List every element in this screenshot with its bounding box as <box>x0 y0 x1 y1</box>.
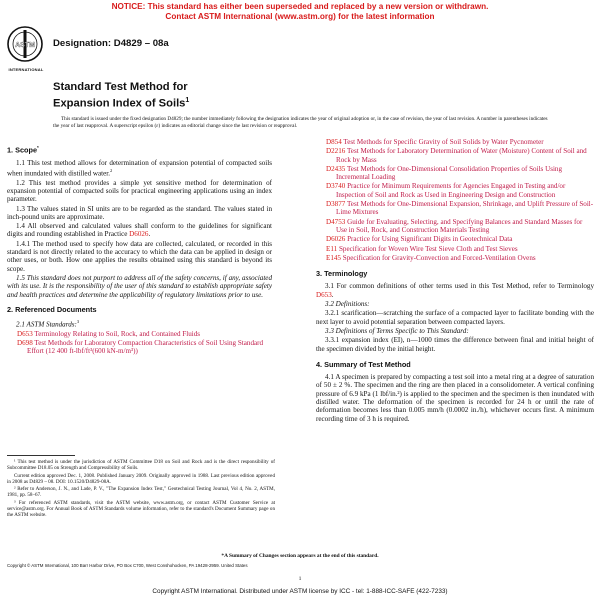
left-reference-list <box>7 330 272 356</box>
license-footer: Copyright ASTM International. Distributed under ASTM license by ICC - tel: 1-888-ICC-SAFE (422-7233) <box>152 588 448 595</box>
title-line-1: Standard Test Method for <box>53 81 188 93</box>
para-1-5: 1.5 This standard does not purport to address all of the safety concerns, if any, associated with its use. It is the responsibility of the user of this standard to establish appropriate safety and health practices and determine the applicability of regulatory limitations prior to use. <box>7 273 272 299</box>
para-4-1: 4.1 A specimen is prepared by compacting a test soil into a metal ring at a degree of saturation of 50 ± 2 %. The specimen and the ring are then placed in a consolidometer. A vertical confining pressure of 6.9 kPa (1 lbf/in.²) is applied to the specimen and the specimen is then inundated with distilled water. The deformation of the specimen is recorded for 24 h or until the rate of deformation becomes less than 0.005 mm/h (0.0002 in./h), whichever occurs first. A minimum recording time of 3 h is required. <box>316 373 594 423</box>
para-3-3: 3.3 Definitions of Terms Specific to This Standard: <box>325 326 469 335</box>
referenced-documents-heading: 2. Referenced Documents <box>7 304 97 314</box>
reference-item[interactable] <box>326 200 594 217</box>
footnote-list <box>7 459 275 519</box>
reference-item[interactable] <box>326 165 594 182</box>
reference-code[interactable]: D2216 <box>326 147 346 156</box>
notice-line-2: Contact ASTM International (www.astm.org) for the latest information <box>165 12 435 21</box>
document-title <box>53 81 353 111</box>
footnote: ³ For referenced ASTM standards, visit the ASTM website, www.astm.org, or contact ASTM Customer Service at service@astm.org. For Annual Book of ASTM Standards volume information, refer to the standard's Document Summary page on the ASTM website. <box>7 499 275 519</box>
para-3-2-1: 3.2.1 scarification—scratching the surface of a compacted layer to facilitate bonding with the next layer to avoid potential separation between compacted layers. <box>316 309 594 326</box>
ref-link-d653[interactable]: D653 <box>316 290 332 299</box>
reference-title[interactable]: Specification for Gravity-Convection and Forced-Ventilation Ovens <box>342 253 536 262</box>
designation: Designation: D4829 – 08a <box>53 38 169 49</box>
reference-item[interactable] <box>326 245 594 253</box>
copyright-line: Copyright © ASTM International, 100 Barr Harbor Drive, PO Box C700, West Conshohocken, PA 19428-2959. United States <box>7 563 248 568</box>
scope-heading: 1. Scope* <box>7 145 39 155</box>
reference-item[interactable] <box>326 138 594 146</box>
para-1-4-1: 1.4.1 The method used to specify how data are collected, calculated, or recorded in this standard is not directly related to the accuracy to which the data can be applied in design or other uses, or both. How one applies the results obtained using this standard is beyond its scope. <box>7 239 272 273</box>
reference-title[interactable]: Test Methods for Laboratory Compaction Characteristics of Soil Using Standard Effort (12 400 ft-lbf/ft³(600 kN-m/m³)) <box>27 339 264 356</box>
issued-notice: This standard is issued under the fixed designation D4829; the number immediately following the designation indicates the year of original adoption or, in the case of revision, the year of last revision. A number in parentheses indicates the year of last reapproval. A superscript epsilon (ε) indicates an editorial change since the last revision or reapproval. <box>53 116 548 129</box>
astm-logo-icon <box>6 26 44 66</box>
footnotes <box>7 455 275 520</box>
footnote-divider <box>7 455 75 456</box>
para-1-2: 1.2 This test method provides a simple yet sensitive method for determination of expansion potential of compacted soils for practical engineering applications using an index parameter. <box>7 178 272 204</box>
reference-title[interactable]: Practice for Minimum Requirements for Agencies Engaged in Testing and/or Inspection of Soil and Rock as Used in Engineering Design and Construction <box>336 182 566 199</box>
para-1-1: 1.1 This test method allows for determination of expansion potential of compacted soils when inundated with distilled water.$^2$ <box>7 158 272 178</box>
reference-code[interactable]: E145 <box>326 253 341 262</box>
terminology-heading: 3. Terminology <box>316 269 368 279</box>
reference-code[interactable]: D854 <box>326 138 342 146</box>
reference-item[interactable] <box>17 330 272 338</box>
reference-item[interactable] <box>326 218 594 235</box>
reference-title[interactable]: Practice for Using Significant Digits in Geotechnical Data <box>347 235 513 244</box>
reference-title[interactable]: Terminology Relating to Soil, Rock, and Contained Fluids <box>34 329 201 338</box>
footnote: ¹ This test method is under the jurisdiction of ASTM Committee D18 on Soil and Rock and is the direct responsibility of Subcommittee D18.05 on Strength and Compressibility of Soils. <box>7 459 275 472</box>
para-3-2: 3.2 Definitions: <box>325 300 370 309</box>
logo-caption: INTERNATIONAL <box>8 67 44 72</box>
reference-item[interactable] <box>326 235 594 243</box>
right-column <box>316 138 594 424</box>
reference-code[interactable]: D2435 <box>326 164 346 173</box>
reference-code[interactable]: D6026 <box>326 235 346 244</box>
reference-item[interactable] <box>17 339 272 356</box>
reference-item[interactable] <box>326 147 594 164</box>
para-1-3: 1.3 The values stated in SI units are to be regarded as the standard. The values stated in inch-pound units are approximate. <box>7 204 272 221</box>
reference-title[interactable]: Test Methods for Laboratory Determination of Water (Moisture) Content of Soil and Rock by Mass <box>336 147 587 164</box>
para-1-4: 1.4 All observed and calculated values shall conform to the guidelines for significant digits and rounding established in Practice D6026. <box>7 222 272 239</box>
reference-title[interactable]: Specification for Woven Wire Test Sieve Cloth and Test Sieves <box>338 244 518 253</box>
summary-heading: 4. Summary of Test Method <box>316 359 411 369</box>
page-number: 1 <box>298 576 302 582</box>
notice-line-1: NOTICE: This standard has either been superseded and replaced by a new version or withdrawn. <box>111 2 489 11</box>
reference-code[interactable]: E11 <box>326 244 338 253</box>
left-column <box>7 138 272 357</box>
para-3-3-1: 3.3.1 expansion index (EI), n—1000 times the difference between final and initial height of the specimen divided by the initial height. <box>316 336 594 353</box>
summary-of-changes-note: *A Summary of Changes section appears at the end of this standard. <box>221 553 379 559</box>
reference-title[interactable]: Test Methods for One-Dimensional Expansion, Shrinkage, and Uplift Pressure of Soil-Lime Mixtures <box>336 200 594 217</box>
ref-link-d6026[interactable]: D6026 <box>129 230 149 239</box>
reference-title[interactable]: Guide for Evaluating, Selecting, and Specifying Balances and Standard Masses for Use in Soil, Rock, and Construction Materials Testing <box>336 217 583 234</box>
reference-code[interactable]: D698 <box>17 339 33 348</box>
para-2-1: 2.1 ASTM Standards:$^3$ <box>16 319 80 329</box>
title-line-2: Expansion Index of Soils$^1$ <box>53 97 190 110</box>
reference-title[interactable]: Test Methods for One-Dimensional Consolidation Properties of Soils Using Incremental Loading <box>336 164 563 182</box>
footnote: Current edition approved Dec. 1, 2008. Published January 2009. Originally approved in 1988. Last previous edition approved in 2008 as D4829 – 08. DOI: 10.1520/D4829-08A. <box>7 472 275 485</box>
reference-code[interactable]: D653 <box>17 329 33 338</box>
reference-code[interactable]: D3740 <box>326 182 346 191</box>
reference-title[interactable]: Test Methods for Specific Gravity of Soil Solids by Water Pycnometer <box>343 138 544 146</box>
reference-item[interactable] <box>326 254 594 262</box>
reference-code[interactable]: D3877 <box>326 200 346 209</box>
svg-text:ASTM: ASTM <box>15 42 35 49</box>
reference-item[interactable] <box>326 182 594 199</box>
reference-code[interactable]: D4753 <box>326 217 346 226</box>
withdrawn-notice <box>0 2 600 22</box>
footnote: ² Refer to Anderson, J. N., and Lade, P. V., "The Expansion Index Test," Geotechnical Testing Journal, Vol 4, No. 2, ASTM, 1981, pp. 58–67. <box>7 486 275 499</box>
para-3-1: 3.1 For common definitions of other terms used in this Test Method, refer to Terminology D653. <box>316 282 594 299</box>
right-reference-list <box>316 138 594 262</box>
